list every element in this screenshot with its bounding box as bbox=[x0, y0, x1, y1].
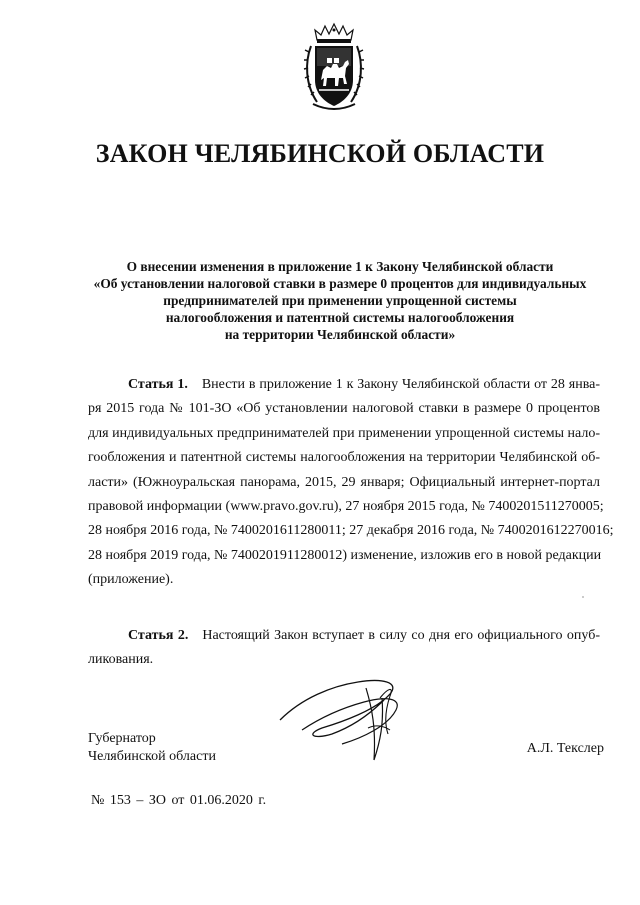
scan-speck bbox=[582, 596, 584, 598]
governor-position: Губернатор bbox=[88, 731, 156, 746]
law-number: № 153 – ЗО от 01.06.2020 г. bbox=[91, 793, 267, 808]
article-label: Статья 1. bbox=[128, 377, 188, 392]
subtitle-line: налогообложения и патентной системы налогообложения bbox=[165, 310, 515, 325]
page-title: ЗАКОН ЧЕЛЯБИНСКОЙ ОБЛАСТИ bbox=[95, 139, 545, 168]
chelyabinsk-coat-of-arms-icon bbox=[303, 22, 365, 114]
article-line: 28 ноября 2019 года, № 7400201911280012) изменение, изложив его в новой редакции bbox=[88, 547, 602, 563]
governor-title bbox=[88, 730, 216, 766]
law-subtitle bbox=[80, 258, 600, 343]
article-2 bbox=[88, 624, 600, 673]
article-label: Статья 2. bbox=[128, 628, 189, 643]
article-line: ликования. bbox=[88, 652, 154, 668]
article-line: Статья 2. Настоящий Закон вступает в силу со дня его официального опуб- bbox=[128, 628, 600, 643]
governor-region: Челябинской области bbox=[88, 749, 216, 764]
subtitle-line: О внесении изменения в приложение 1 к Закону Челябинской области bbox=[126, 259, 554, 274]
article-line: Статья 1. Внести в приложение 1 к Закону Челябинской области от 28 янва- bbox=[128, 377, 600, 392]
article-line: гообложения и патентной системы налогообложения на территории Челябинской об- bbox=[88, 450, 600, 466]
article-line: (приложение). bbox=[88, 572, 174, 588]
article-line: ря 2015 года № 101-ЗО «Об установлении налоговой ставки в размере 0 процентов bbox=[88, 401, 600, 417]
subtitle-line: «Об установлении налоговой ставки в размере 0 процентов для индивидуальных bbox=[93, 276, 587, 291]
governor-name: А.Л. Текслер bbox=[526, 741, 604, 756]
article-line: 28 ноября 2016 года, № 7400201611280011; 27 декабря 2016 года, № 7400201612270016; bbox=[88, 523, 614, 539]
handwritten-signature-icon bbox=[272, 668, 422, 768]
article-line: ласти» (Южноуральская панорама, 2015, 29 января; Официальный интернет-портал bbox=[88, 474, 600, 490]
subtitle-line: предпринимателей при применении упрощенной системы bbox=[163, 293, 517, 308]
subtitle-line: на территории Челябинской области» bbox=[224, 327, 456, 342]
article-line: правовой информации (www.pravo.gov.ru), 27 ноября 2015 года, № 7400201511270005; bbox=[88, 499, 604, 515]
article-line: для индивидуальных предпринимателей при применении упрощенной системы нало- bbox=[88, 425, 600, 441]
article-1 bbox=[88, 373, 614, 593]
